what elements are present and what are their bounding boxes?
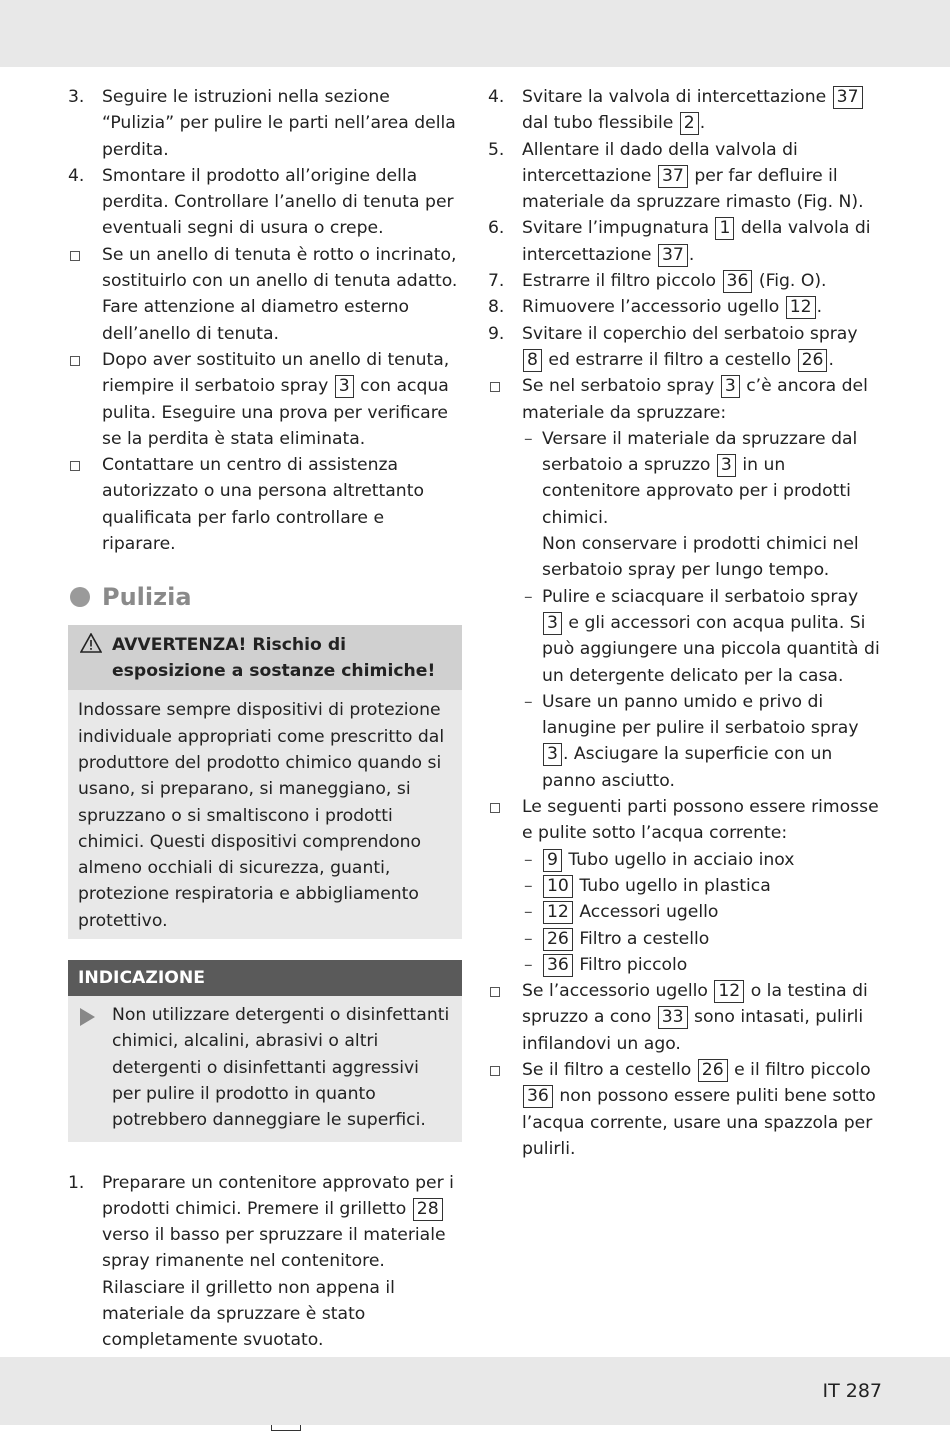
- list-item: [488, 294, 882, 320]
- warning-triangle-icon: [80, 633, 102, 653]
- dash-bullet: –: [524, 849, 533, 870]
- part-reference: 12: [714, 980, 744, 1003]
- item-text: Allentare il dado della valvola di intercettazione: [522, 139, 798, 186]
- item-number: 6.: [488, 218, 505, 239]
- list-item: [68, 242, 462, 347]
- dash-bullet: –: [524, 691, 533, 712]
- item-text: Usare un panno umido e privo di lanugine per pulire il serbatoio spray: [542, 691, 859, 739]
- part-reference: 3: [717, 454, 736, 477]
- parts-list-item: [488, 847, 882, 873]
- sub-list-item: [488, 426, 882, 584]
- checkbox-bullet-icon: [490, 803, 500, 813]
- item-text: Se un anello di tenuta è rotto o incrinato, sostituirlo con un anello di tenuta adatto. Fare attenzione al diametro esterno dell’anello di tenuta.: [102, 244, 458, 344]
- item-text: Pulire e sciacquare il serbatoio spray: [542, 586, 859, 607]
- list-item: [68, 84, 462, 163]
- item-text: Se nel serbatoio spray: [522, 376, 715, 397]
- dash-bullet: –: [524, 902, 533, 923]
- item-text: in un contenitore approvato per i prodotti chimici.: [542, 455, 851, 528]
- list-item: [488, 84, 882, 137]
- warning-box: [68, 625, 462, 939]
- item-text: Estrarre il filtro piccolo: [522, 271, 717, 292]
- checkbox-bullet-icon: [490, 987, 500, 997]
- item-text: Preparare un contenitore approvato per i prodotti chimici. Premere il grilletto: [102, 1172, 454, 1219]
- item-text: sono intasati, pulirli infilandovi un ago.: [522, 1007, 864, 1054]
- item-text: Non conservare i prodotti chimici nel serbatoio spray per lungo tempo.: [542, 534, 859, 581]
- item-text: Seguire le istruzioni nella sezione “Pulizia” per pulire le parti nell’area della perdita.: [102, 87, 456, 160]
- item-text: con acqua pulita. Eseguire una prova per verificare se la perdita è stata eliminata.: [102, 376, 449, 449]
- header-band: [0, 0, 950, 67]
- item-text: ed estrarre il filtro a cestello: [548, 349, 792, 370]
- item-text: per far defluire il materiale da spruzzare rimasto (Fig. N).: [522, 165, 864, 213]
- item-number: 5.: [488, 139, 505, 160]
- part-label: Filtro piccolo: [579, 954, 688, 975]
- page-number: IT 287: [822, 1380, 882, 1402]
- dash-bullet: –: [524, 586, 533, 607]
- item-text: dal tubo flessibile: [522, 113, 674, 134]
- item-text: .: [688, 244, 695, 265]
- left-column: [68, 84, 462, 1432]
- list-item: [68, 1170, 462, 1354]
- list-item: [488, 268, 882, 294]
- item-text: verso il basso per spruzzare il materiale spray rimanente nel contenitore. Rilasciare il grilletto non appena il materiale da spruzzare è stato completamente svuotato.: [102, 1225, 446, 1351]
- part-reference: 28: [413, 1198, 443, 1221]
- part-reference: 37: [833, 86, 863, 109]
- item-text: Se il filtro a cestello: [522, 1059, 692, 1080]
- item-text: . Asciugare la superficie con un panno asciutto.: [542, 744, 833, 791]
- item-text: Dopo aver sostituito un anello di tenuta, riempire il serbatoio spray: [102, 349, 450, 397]
- parts-list-item: [488, 899, 882, 925]
- part-reference: 12: [543, 901, 573, 924]
- sub-list-item: [488, 584, 882, 689]
- item-text: (Fig. O).: [758, 271, 827, 292]
- item-number: 4.: [68, 165, 85, 186]
- part-reference: 33: [658, 1006, 688, 1029]
- list-item: [68, 347, 462, 452]
- parts-list-item: [488, 952, 882, 978]
- part-reference: 3: [721, 375, 740, 398]
- item-number: 8.: [488, 297, 505, 318]
- part-reference: 37: [658, 244, 688, 267]
- item-text: non possono essere puliti bene sotto l’acqua corrente, usare una spazzola per pulirli.: [522, 1086, 876, 1159]
- part-reference: 3: [335, 375, 354, 398]
- part-reference: 10: [543, 875, 573, 898]
- part-reference: 3: [543, 612, 562, 635]
- part-reference: 1: [715, 217, 734, 240]
- dash-bullet: –: [524, 428, 533, 449]
- section-title: Pulizia: [102, 583, 192, 612]
- item-text: della valvola di intercettazione: [522, 218, 871, 265]
- parts-list-item: [488, 873, 882, 899]
- part-reference: 26: [543, 928, 573, 951]
- item-number: 1.: [68, 1172, 85, 1193]
- item-text: c’è ancora del materiale da spruzzare:: [522, 376, 868, 423]
- dash-bullet: –: [524, 928, 533, 949]
- part-reference: 12: [786, 296, 816, 319]
- part-reference: 9: [543, 849, 562, 872]
- part-label: Tubo ugello in acciaio inox: [568, 849, 795, 870]
- circle-bullet-icon: [70, 587, 90, 607]
- item-text: .: [816, 297, 823, 318]
- checkbox-bullet-icon: [70, 356, 80, 366]
- item-number: 4.: [488, 87, 505, 107]
- item-text: .: [699, 113, 706, 134]
- item-text: Contattare un centro di assistenza autorizzato o una persona altrettanto qualificata per farlo controllare e riparare.: [102, 455, 424, 555]
- checkbox-bullet-icon: [490, 1066, 500, 1076]
- item-number: 3.: [68, 87, 85, 107]
- list-item: [488, 373, 882, 426]
- warning-text: Indossare sempre dispositivi di protezione individuale appropriati come prescritto dal produttore del prodotto chimico quando si usano, si preparano, si maneggiano, si spruzzano o si smaltiscono i prodotti chimici. Questi dispositivi comprendono almeno occhiali di sicurezza, guanti, protezione respiratoria e abbigliamento protettivo.: [78, 700, 445, 931]
- item-text: Rimuovere l’accessorio ugello: [522, 297, 780, 318]
- list-item: [68, 163, 462, 242]
- part-reference: 26: [798, 349, 828, 372]
- warning-title: AVVERTENZA! Rischio di esposizione a sostanze chimiche!: [112, 635, 436, 682]
- sub-list-item: [488, 689, 882, 794]
- item-text: Smontare il prodotto all’origine della perdita. Controllare l’anello di tenuta per eventuali segni di usura o crepe.: [102, 165, 454, 239]
- item-text: Svitare il coperchio del serbatoio spray: [522, 323, 858, 344]
- part-reference: 36: [523, 1085, 553, 1108]
- part-label: Accessori ugello: [579, 902, 719, 923]
- item-text: Svitare l’impugnatura: [522, 218, 709, 239]
- part-label: Filtro a cestello: [579, 928, 710, 949]
- item-text: Le seguenti parti possono essere rimosse e pulite sotto l’acqua corrente:: [522, 797, 879, 844]
- checkbox-bullet-icon: [70, 461, 80, 471]
- dash-bullet: –: [524, 875, 533, 896]
- part-label: Tubo ugello in plastica: [579, 875, 771, 896]
- item-text: e il filtro piccolo: [734, 1059, 871, 1080]
- warning-header: [68, 625, 462, 690]
- part-reference: 37: [658, 165, 688, 188]
- part-reference: 36: [723, 270, 753, 293]
- note-content: [68, 996, 462, 1141]
- list-item: [488, 215, 882, 268]
- list-item: [488, 794, 882, 847]
- note-box: [68, 960, 462, 1141]
- note-text: Non utilizzare detergenti o disinfettanti chimici, alcalini, abrasivi o altri detergenti o disinfettanti aggressivi per pulire il prodotto in quanto potrebbero danneggiare le superfici.: [112, 1005, 450, 1131]
- play-arrow-icon: [80, 1008, 95, 1026]
- part-reference: 3: [543, 743, 562, 766]
- note-title: INDICAZIONE: [68, 960, 462, 996]
- list-item: [488, 321, 882, 374]
- list-item: [488, 1057, 882, 1162]
- footer-band: [0, 1357, 950, 1425]
- section-heading: [68, 581, 462, 613]
- item-number: 7.: [488, 271, 505, 292]
- list-item: [488, 137, 882, 216]
- list-item: [488, 978, 882, 1057]
- parts-list-item: [488, 926, 882, 952]
- dash-bullet: –: [524, 954, 533, 975]
- item-text: Svitare la valvola di intercettazione: [522, 87, 827, 107]
- item-text: Se l’accessorio ugello: [522, 981, 708, 1002]
- right-column: [488, 84, 882, 1162]
- part-reference: 26: [698, 1059, 728, 1082]
- item-text: .: [828, 349, 834, 370]
- part-reference: 36: [543, 954, 573, 977]
- item-text: e gli accessori con acqua pulita. Si può aggiungere una piccola quantità di un detergente delicato per la casa.: [542, 612, 880, 686]
- item-text: o la testina di spruzzo a cono: [522, 981, 868, 1028]
- checkbox-bullet-icon: [490, 382, 500, 392]
- part-reference: 2: [680, 112, 699, 135]
- list-item: [68, 452, 462, 557]
- item-text: Versare il materiale da spruzzare dal serbatoio a spruzzo: [542, 428, 858, 476]
- item-number: 9.: [488, 323, 505, 344]
- checkbox-bullet-icon: [70, 251, 80, 261]
- part-reference: 8: [523, 349, 542, 372]
